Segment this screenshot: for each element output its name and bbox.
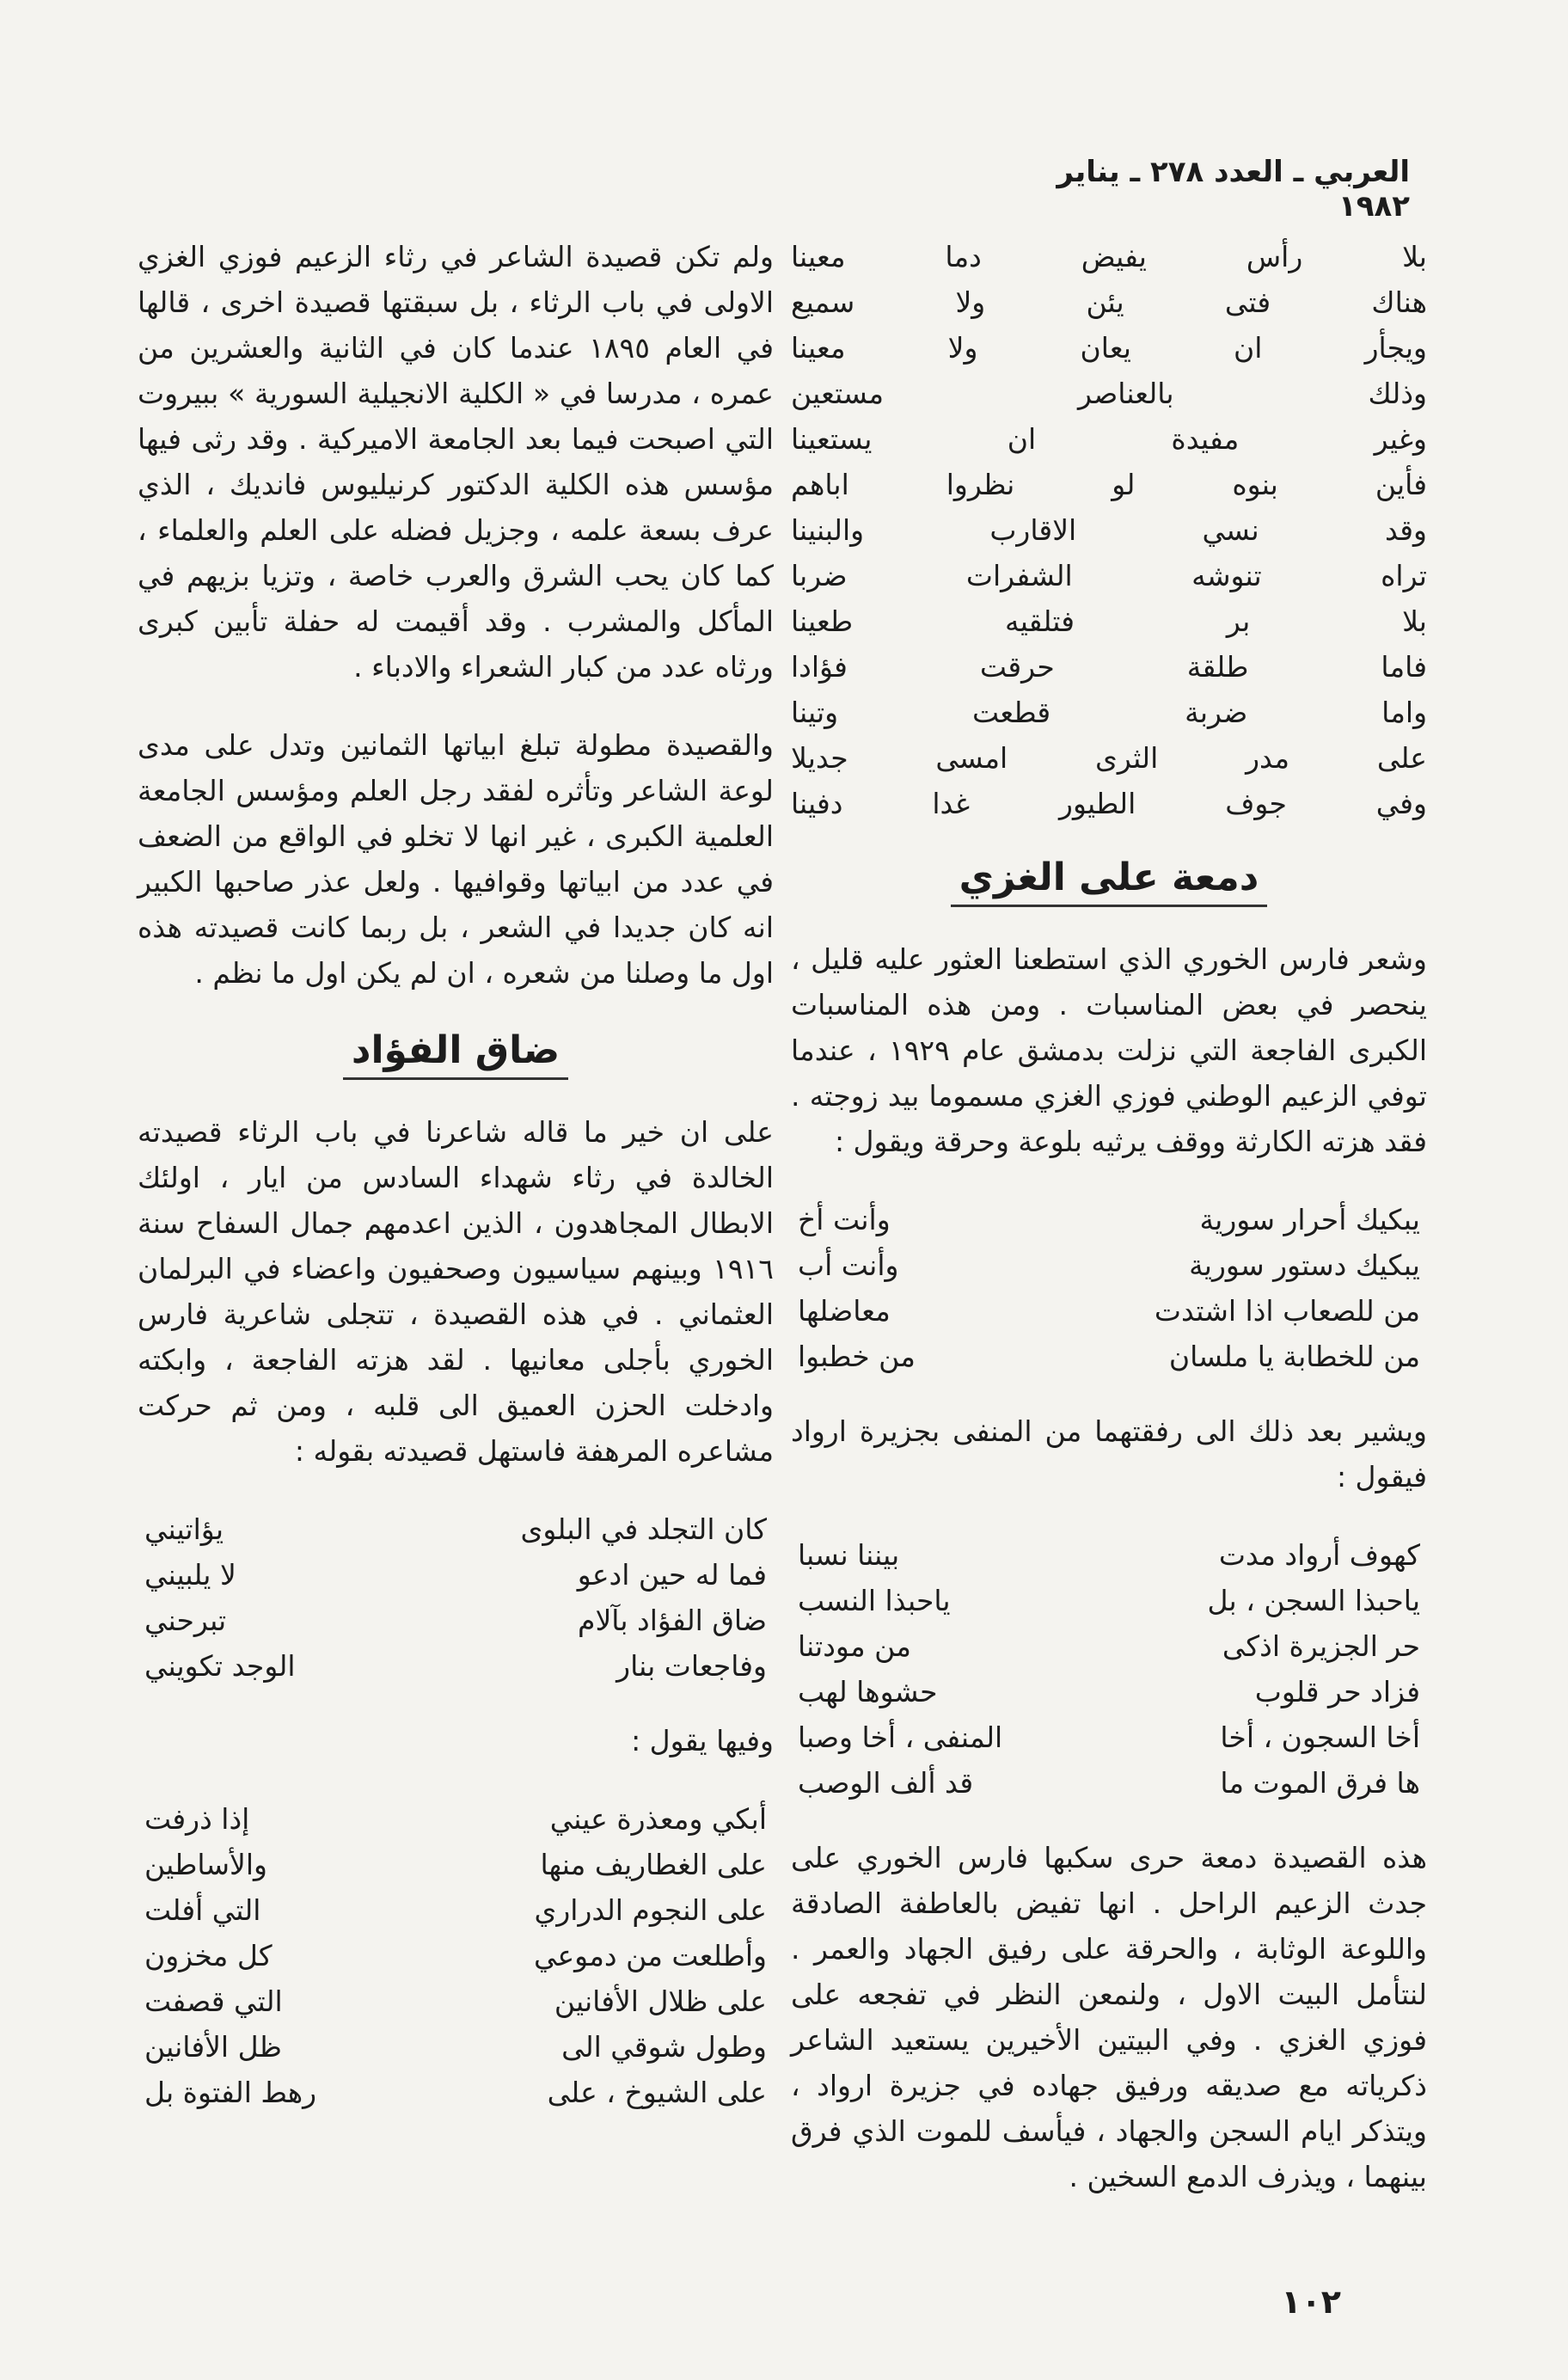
martyrs-poem-continued — [138, 1796, 774, 2115]
poem-line: بلا بر فتلقيه طعينا — [791, 604, 1427, 638]
verse-second-half: والأساطين — [144, 1848, 267, 1881]
body-paragraph: هذه القصيدة دمعة حرى سكبها فارس الخوري على جدث الزعيم الراحل . انها تفيض بالعاطفة الصادقة واللوعة الوثابة ، والحرقة على رفيق الجهاد والعمر . لنتأمل البيت الاول ، ولنمعن النظر في تفجعه على فوزي الغزي . وفي البيتين الأخيرين يستعيد الشاعر ذكرياته مع صديقه ورفيق جهاده في جزيرة ارواد ، ويتذكر ايام السجن والجهاد ، فيأسف للموت الذي فرق بينهما ، ويذرف الدمع السخين . — [791, 1841, 1427, 2193]
poem-line: بلا رأس يفيض دما معينا — [791, 240, 1427, 273]
verse-first-half: أبكي ومعذرة عيني — [549, 1802, 767, 1836]
verse-first-half: من للخطابة يا ملسان — [1168, 1340, 1420, 1373]
verse-first-half: على الغطاريف منها — [540, 1848, 767, 1881]
poem-verse — [138, 1796, 774, 1842]
elegy-poem — [791, 1197, 1427, 1379]
page-number: ١٠٢ — [1281, 2283, 1341, 2321]
verse-second-half: بيننا نسبا — [798, 1538, 900, 1572]
poem-line: وفي جوف الطيور غدا دفينا — [791, 787, 1427, 820]
verse-second-half: المنفى ، أخا وصبا — [798, 1721, 1003, 1754]
poem-verse — [791, 1532, 1427, 1578]
verse-first-half: وطول شوقي الى — [561, 2030, 767, 2064]
verse-first-half: كهوف أرواد مدت — [1218, 1538, 1420, 1572]
verse-first-half: على الشيوخ ، على — [547, 2076, 767, 2109]
poem-line: فأين بنوه لو نظروا اباهم — [791, 468, 1427, 501]
poem-line: تراه تنوشه الشفرات ضربا — [791, 559, 1427, 592]
verse-second-half: الوجد تكويني — [144, 1649, 296, 1683]
poem-verse — [791, 1760, 1427, 1806]
poem-line: فاما طلقة حرقت فؤادا — [791, 650, 1427, 684]
verse-first-half: فزاد حر قلوب — [1254, 1675, 1420, 1708]
verse-second-half: حشوها لهب — [798, 1675, 938, 1708]
body-paragraph: والقصيدة مطولة تبلغ ابياتها الثمانين وتدل على مدى لوعة الشاعر وتأثره لفقد رجل العلم ومؤسس الجامعة العلمية الكبرى ، غير انها لا تخلو في الواقع من الضعف في عدد من ابياتها وقوافيها . ولعل عذر صاحبها الكبير انه كان جديدا في الشعر ، بل ربما كانت قصيدته هذه اول ما وصلنا من شعره ، ان لم يكن اول ما نظم . — [138, 728, 774, 990]
poem-verse — [791, 1669, 1427, 1714]
verse-first-half: ضاق الفؤاد بآلام — [578, 1604, 767, 1637]
martyrs-poem — [138, 1506, 774, 1689]
verse-second-half: ظل الأفانين — [144, 2030, 282, 2064]
verse-second-half: إذا ذرفت — [144, 1802, 250, 1836]
opening-poem — [791, 234, 1427, 826]
verse-first-half: يبكيك دستور سورية — [1189, 1248, 1420, 1282]
verse-second-half: تبرحني — [144, 1604, 227, 1637]
arwad-poem — [791, 1532, 1427, 1806]
verse-second-half: التي قصفت — [144, 1984, 283, 2018]
verse-second-half: وأنت أب — [798, 1248, 899, 1282]
poem-verse — [138, 1506, 774, 1552]
poem-verse — [791, 1334, 1427, 1379]
verse-second-half: وأنت أخ — [798, 1203, 891, 1236]
poem-line: واما ضربة قطعت وتينا — [791, 696, 1427, 729]
left-column — [138, 234, 774, 2144]
verse-second-half: التي أفلت — [144, 1893, 261, 1927]
verse-second-half: كل مخزون — [144, 1939, 273, 1972]
section-title — [138, 1028, 774, 1080]
poem-line: وغير مفيدة ان يستعينا — [791, 422, 1427, 456]
body-paragraph: وشعر فارس الخوري الذي استطعنا العثور عليه قليل ، ينحصر في بعض المناسبات . ومن هذه المناسبات الكبرى الفاجعة التي نزلت بدمشق عام ١٩٢٩ ، عندما توفي الزعيم الوطني فوزي الغزي مسموما بيد زوجته . فقد هزته الكارثة ووقف يرثيه بلوعة وحرقة ويقول : — [791, 942, 1427, 1158]
poem-verse — [138, 1887, 774, 1933]
body-paragraph: على ان خير ما قاله شاعرنا في باب الرثاء قصيدته الخالدة في رثاء شهداء السادس من ايار ، اولئك الابطال المجاهدون ، الذين اعدمهم جمال السفاح سنة ١٩١٦ وبينهم سياسيون وصحفيون واعضاء في البرلمان العثماني . في هذه القصيدة ، تتجلى شاعرية فارس الخوري بأجلى معانيها . لقد هزته الفاجعة ، وابكته وادخلت الحزن العميق الى قلبه ، ومن ثم حركت مشاعره المرهفة فاستهل قصيدته بقوله : — [138, 1115, 774, 1468]
poem-line: هناك فتى يئن ولا سميع — [791, 285, 1427, 319]
verse-first-half: كان التجلد في البلوى — [520, 1512, 767, 1546]
body-paragraph: ولم تكن قصيدة الشاعر في رثاء الزعيم فوزي الغزي الاولى في باب الرثاء ، بل سبقتها قصيدة اخرى ، قالها في العام ١٨٩٥ عندما كان في الثانية والعشرين من عمره ، مدرسا في « الكلية الانجيلية السورية » ببيروت التي اصبحت فيما بعد الجامعة الاميركية . وقد رثى فيها مؤسس هذه الكلية الدكتور كرنيليوس فانديك ، الذي عرف بسعة علمه ، وجزيل فضله على العلم والعلماء ، كما كان يحب الشرق والعرب خاصة ، وتزيا بزيهم في المأكل والمشرب . وقد أقيمت له حفلة تأبين كبرى ورثاه عدد من كبار الشعراء والادباء . — [138, 240, 774, 684]
verse-first-half: فما له حين ادعو — [577, 1558, 767, 1592]
verse-first-half: ها فرق الموت ما — [1220, 1766, 1420, 1800]
poem-line: وقد نسي الاقارب والبنينا — [791, 513, 1427, 547]
body-paragraph: وفيها يقول : — [631, 1724, 774, 1757]
poem-verse — [791, 1288, 1427, 1334]
poem-verse — [138, 1643, 774, 1689]
section-title-text: دمعة على الغزي — [951, 856, 1268, 907]
poem-line: على مدر الثرى امسى جديلا — [791, 741, 1427, 775]
section-title-text: ضاق الفؤاد — [343, 1028, 568, 1080]
poem-verse — [138, 2070, 774, 2115]
verse-first-half: على ظلال الأفانين — [554, 1984, 767, 2018]
poem-verse — [791, 1197, 1427, 1242]
running-header: العربي ـ العدد ٢٧٨ ـ يناير ١٩٨٢ — [1057, 155, 1410, 224]
body-paragraph: ويشير بعد ذلك الى رفقتهما من المنفى بجزيرة ارواد فيقول : — [791, 1414, 1427, 1494]
verse-second-half: رهط الفتوة بل — [144, 2076, 317, 2109]
poem-line: وذلك بالعناصر مستعين — [791, 377, 1427, 410]
verse-second-half: ياحبذا النسب — [798, 1584, 951, 1617]
verse-second-half: من مودتنا — [798, 1629, 911, 1663]
poem-line: ويجأر ان يعان ولا معينا — [791, 331, 1427, 365]
verse-first-half: على النجوم الدراري — [534, 1893, 767, 1927]
verse-second-half: يؤاتيني — [144, 1512, 224, 1546]
verse-second-half: لا يلبيني — [144, 1558, 236, 1592]
verse-second-half: قد ألف الوصب — [798, 1766, 974, 1800]
poem-verse — [791, 1578, 1427, 1623]
verse-first-half: ياحبذا السجن ، بل — [1207, 1584, 1420, 1617]
verse-second-half: معاضلها — [798, 1294, 891, 1328]
verse-first-half: وأطلعت من دموعي — [533, 1939, 767, 1972]
poem-verse — [138, 2024, 774, 2070]
verse-first-half: أخا السجون ، أخا — [1220, 1721, 1420, 1754]
poem-verse — [138, 1598, 774, 1643]
verse-second-half: من خطبوا — [798, 1340, 916, 1373]
poem-verse — [138, 1842, 774, 1887]
poem-verse — [791, 1714, 1427, 1760]
section-title — [791, 856, 1427, 907]
verse-first-half: يبكيك أحرار سورية — [1199, 1203, 1420, 1236]
poem-verse — [138, 1933, 774, 1978]
verse-first-half: من للصعاب اذا اشتدت — [1154, 1294, 1420, 1328]
poem-verse — [138, 1552, 774, 1598]
verse-first-half: حر الجزيرة اذكى — [1222, 1629, 1420, 1663]
verse-first-half: وفاجعات بنار — [616, 1649, 767, 1683]
poem-verse — [791, 1242, 1427, 1288]
poem-verse — [138, 1978, 774, 2024]
poem-verse — [791, 1623, 1427, 1669]
right-column — [791, 234, 1427, 2232]
